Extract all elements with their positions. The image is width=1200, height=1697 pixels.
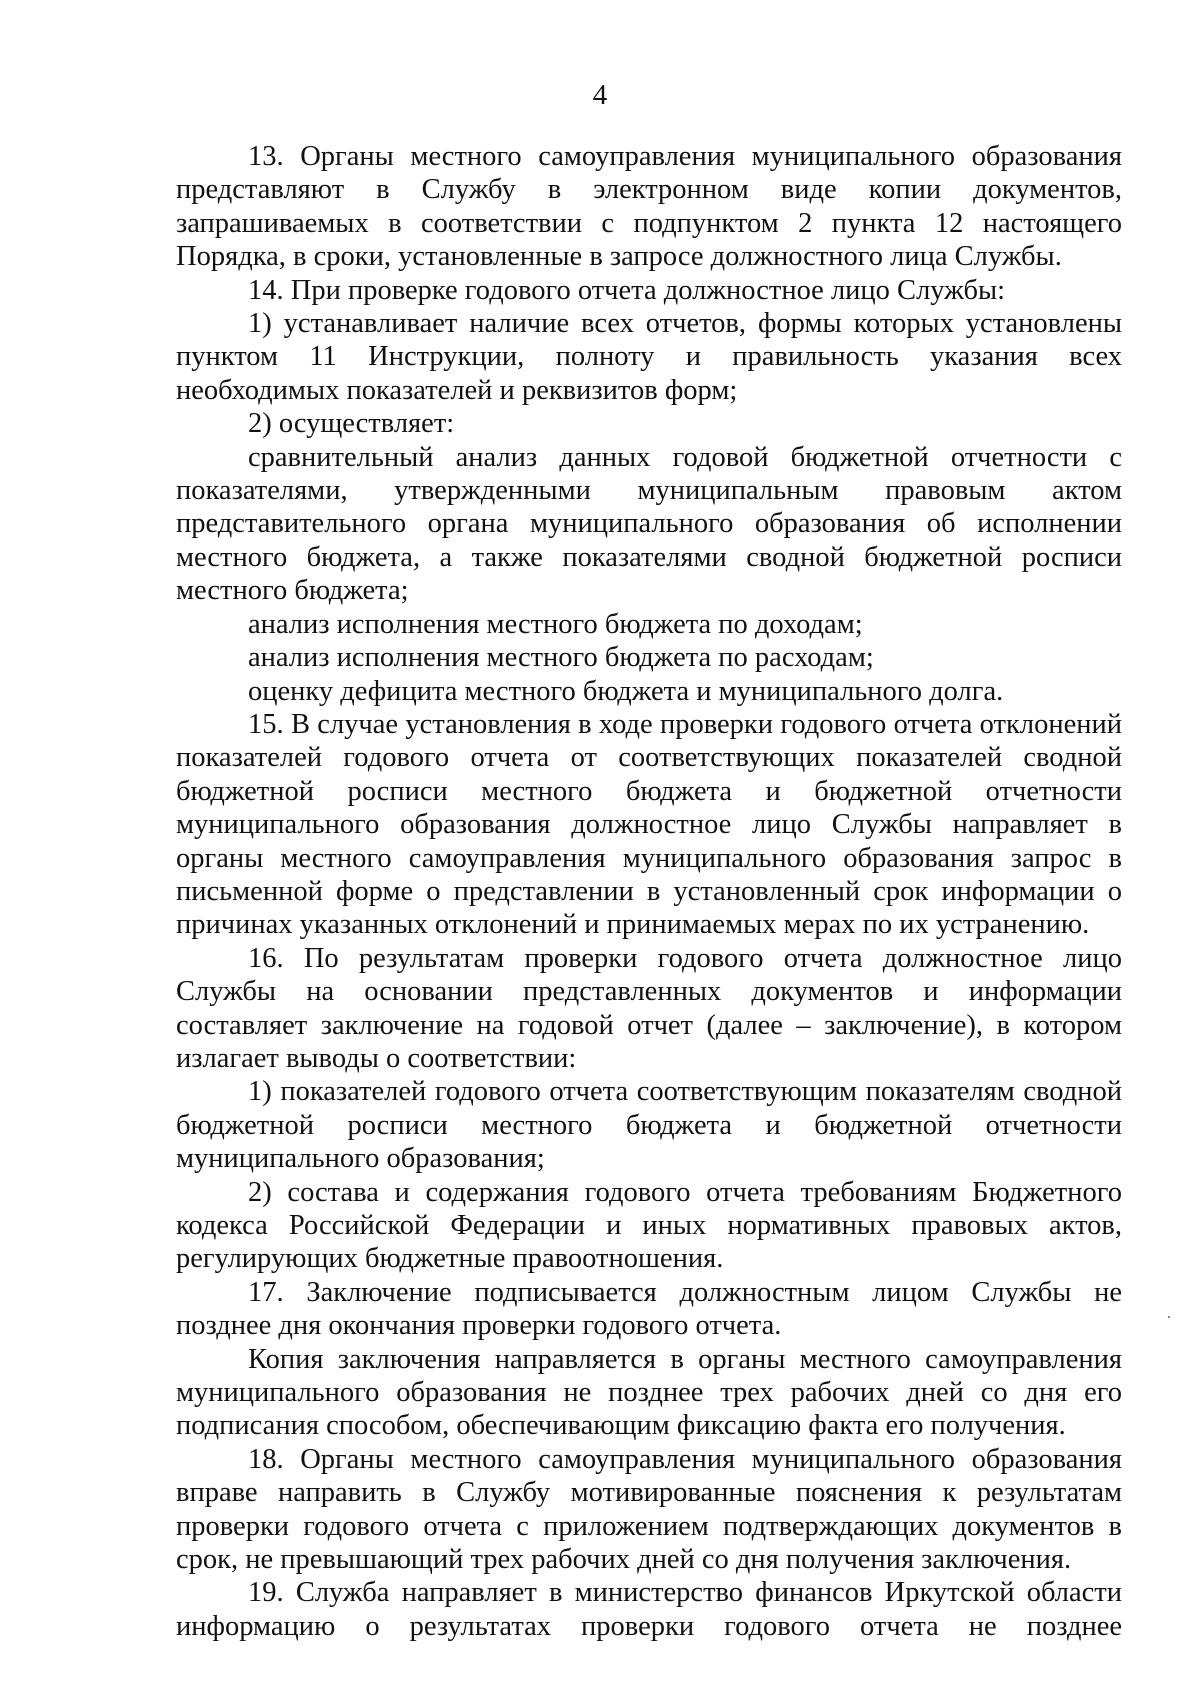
paragraph-14-item-2-deficit-assessment: оценку дефицита местного бюджета и муниципального долга. <box>248 675 1004 707</box>
paragraph-16-item-1: 1) показателей годового отчета соответствующим показателям сводной бюджетной росписи местного бюджета и бюджетной отчетности муниципального образования; <box>176 1076 1122 1175</box>
paragraph-17-copy: Копия заключения направляется в органы местного самоуправления муниципального образования не позднее трех рабочих дней со дня его подписания способом, обеспечивающим фиксацию факта его получения. <box>176 1343 1122 1442</box>
paragraph-14-item-2-comparative-analysis: сравнительный анализ данных годовой бюджетной отчетности с показателями, утвержденными муниципальным правовым актом представительного органа муниципального образования об исполнении местного бюджета, а также показателями сводной бюджетной росписи местного бюджета; <box>176 441 1122 607</box>
paragraph-16-item-2: 2) состава и содержания годового отчета требованиям Бюджетного кодекса Российской Федерации и иных нормативных правовых актов, регулирующих бюджетные правоотношения. <box>176 1176 1122 1275</box>
paragraph-15: 15. В случае установления в ходе проверки годового отчета отклонений показателей годового отчета от соответствующих показателей сводной бюджетной росписи местного бюджета и бюджетной отчетности муниципального образования должностное лицо Службы направляет в органы местного самоуправления муниципального образования запрос в письменной форме о представлении в установленный срок информации о причинах указанных отклонений и принимаемых мерах по их устранению. <box>176 708 1122 941</box>
paragraph-14-item-2: 2) осуществляет: <box>248 408 455 440</box>
page-number: 4 <box>592 79 608 111</box>
paragraph-13: 13. Органы местного самоуправления муниципального образования представляют в Службу в электронном виде копии документов, запрашиваемых в соответствии с подпунктом 2 пункта 12 настоящего Порядка, в сроки, установленные в запросе должностного лица Службы. <box>176 141 1122 273</box>
paragraph-14-item-2-expense-analysis: анализ исполнения местного бюджета по расходам; <box>248 642 874 674</box>
document-body <box>176 140 1122 1643</box>
paragraph-14-item-1: 1) устанавливает наличие всех отчетов, формы которых установлены пунктом 11 Инструкции, полноту и правильность указания всех необходимых показателей и реквизитов форм; <box>176 308 1122 406</box>
scan-artifact-dot <box>1168 1316 1170 1318</box>
paragraph-19: 19. Служба направляет в министерство финансов Иркутской области информацию о результатах проверки годового отчета не позднее <box>176 1577 1122 1642</box>
paragraph-16: 16. По результатам проверки годового отчета должностное лицо Службы на основании представленных документов и информации составляет заключение на годовой отчет (далее – заключение), в котором излагает выводы о соответствии: <box>176 942 1122 1074</box>
paragraph-14: 14. При проверке годового отчета должностное лицо Службы: <box>248 274 1006 306</box>
paragraph-18: 18. Органы местного самоуправления муниципального образования вправе направить в Службу мотивированные пояснения к результатам проверки годового отчета с приложением подтверждающих документов в срок, не превышающий трех рабочих дней со дня получения заключения. <box>176 1443 1122 1576</box>
paragraph-14-item-2-revenue-analysis: анализ исполнения местного бюджета по доходам; <box>248 608 863 640</box>
paragraph-17: 17. Заключение подписывается должностным лицом Службы не позднее дня окончания проверки годового отчета. <box>176 1276 1122 1342</box>
